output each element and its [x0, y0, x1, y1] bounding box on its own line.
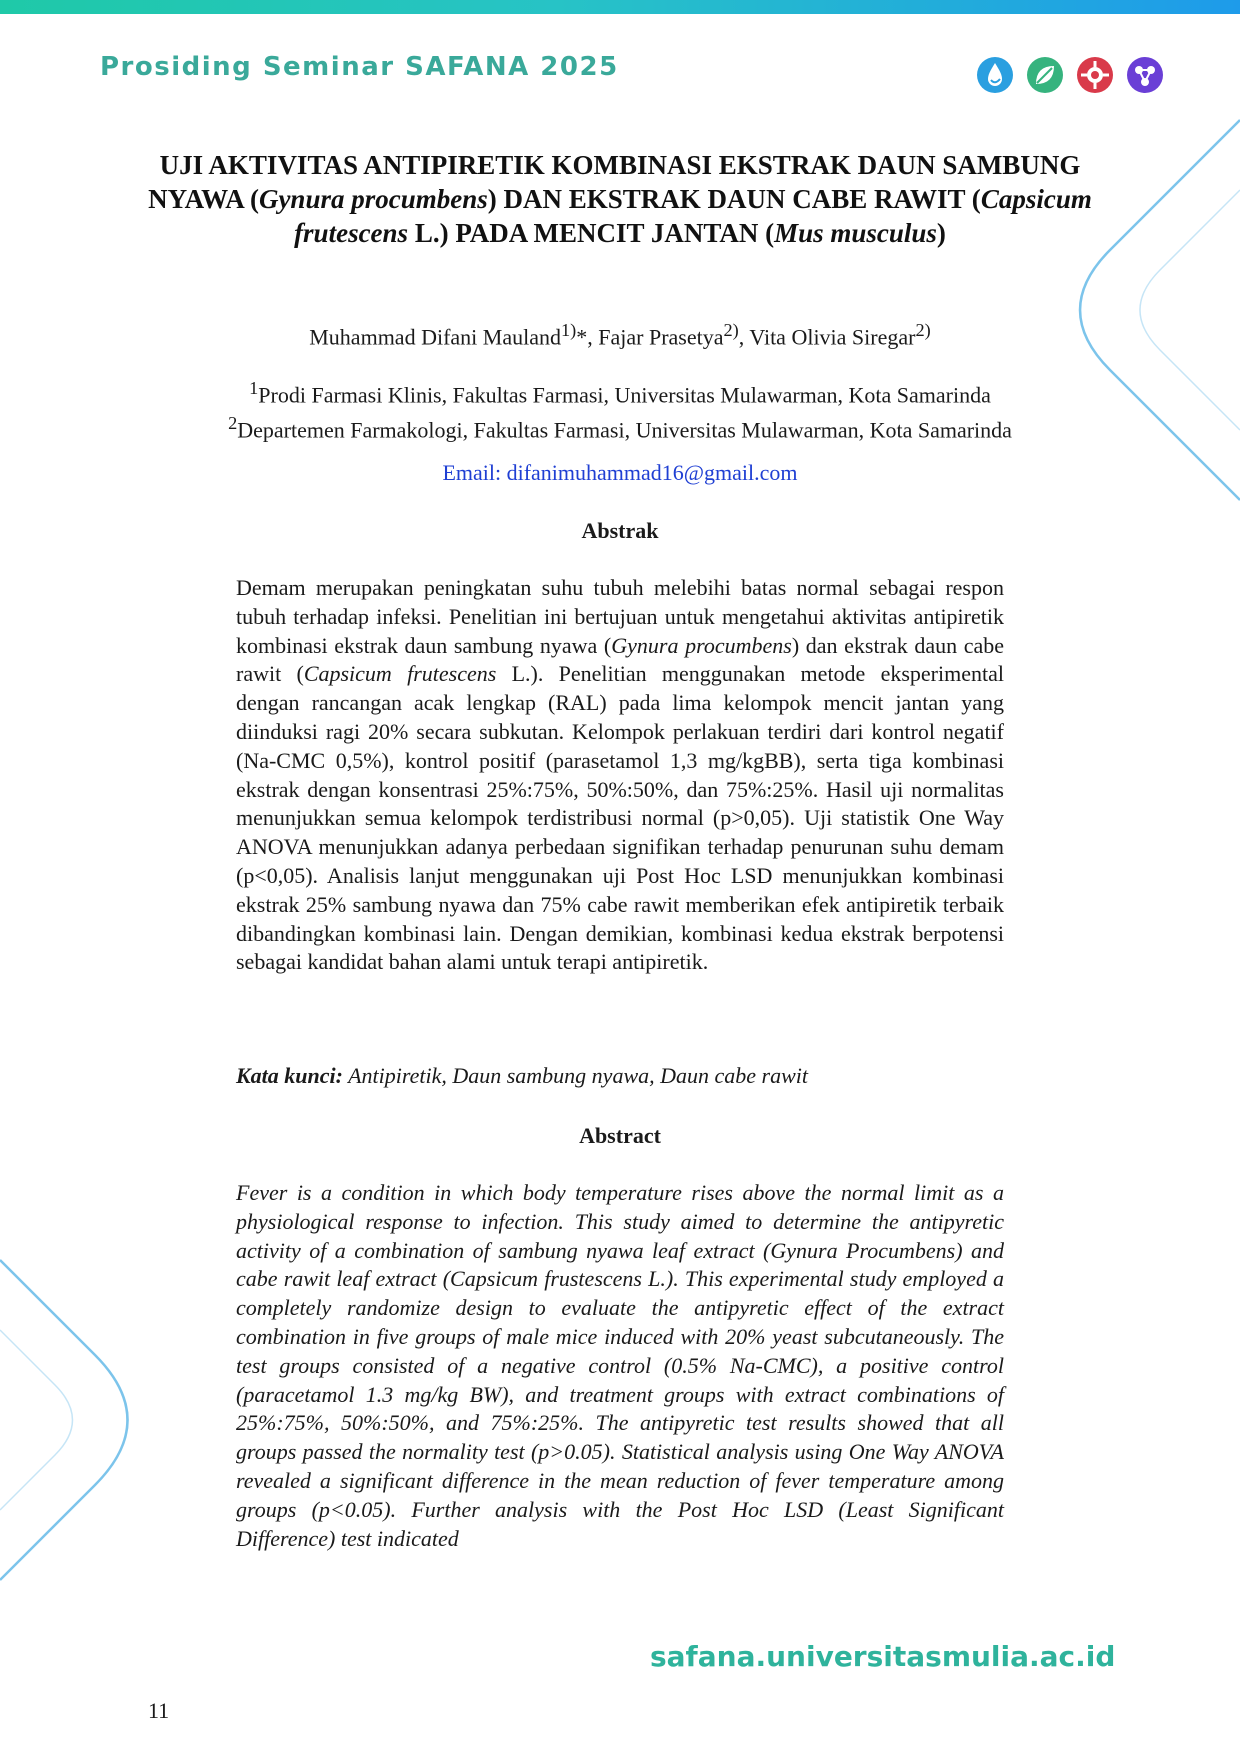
author-affiliation-mark: 1) [560, 320, 577, 340]
keywords [236, 1063, 1004, 1089]
top-gradient-bar [0, 0, 1240, 14]
partner-logos [976, 56, 1164, 94]
author-name: Fajar Prasetya [598, 324, 724, 350]
water-drop-icon [976, 56, 1014, 94]
keywords-text: Antipiretik, Daun sambung nyawa, Daun cabe rawit [342, 1063, 808, 1088]
affiliation-1: $^1$Prodi Farmasi Klinis, Fakultas Farmasi, Universitas Mulawarman, Kota Samarinda [249, 378, 991, 408]
author-name: Muhammad Difani Mauland [309, 324, 561, 350]
abstract-body: Fever is a condition in which body temperature rises above the normal limit as a physiological response to infection. This study aimed to determine the antipyretic activity of a combination of sambung nyawa leaf extract (Gynura Procumbens) and cabe rawit leaf extract (Capsicum frustescens L.). This experimental study employed a completely randomize design to evaluate the antipyretic effect of the extract combination in five groups of male mice induced with 20% yeast subcutaneously. The test groups consisted of a negative control (0.5% Na-CMC), a positive control (paracetamol 1.3 mg/kg BW), and treatment groups with extract combinations of 25%:75%, 50%:50%, and 75%:25%. The antipyretic test results showed that all groups passed the normality test (p>0.05). Statistical analysis using One Way ANOVA revealed a significant difference in the mean reduction of fever temperature among groups (p<0.05). Further analysis with the Post Hoc LSD (Least Significant Difference) test indicated [236, 1180, 1004, 1551]
left-curve-outer [0, 1260, 128, 1580]
abstrak-body: Demam merupakan peningkatan suhu tubuh melebihi batas normal sebagai respon tubuh terhadap infeksi. Penelitian ini bertujuan untuk mengetahui aktivitas antipiretik kombinasi ekstrak daun sambung nyawa (Gynura procumbens) dan ekstrak daun cabe rawit (Capsicum frutescens L.). Penelitian menggunakan metode eksperimental dengan rancangan acak lengkap (RAL) pada lima kelompok mencit jantan yang diinduksi ragi 20% secara subkutan. Kelompok perlakuan terdiri dari kontrol negatif (Na-CMC 0,5%), kontrol positif (parasetamol 1,3 mg/kgBB), serta tiga kombinasi ekstrak dengan konsentrasi 25%:75%, 50%:50%, dan 75%:25%. Hasil uji normalitas menunjukkan semua kelompok terdistribusi normal (p>0,05). Uji statistik One Way ANOVA menunjukkan adanya perbedaan signifikan terhadap penurunan suhu demam (p<0,05). Analisis lanjut menggunakan uji Post Hoc LSD menunjukkan kombinasi ekstrak 25% sambung nyawa dan 75% cabe rawit memberikan efek antipiretik terbaik dibandingkan kombinasi lain. Dengan demikian, kombinasi kedua ekstrak berpotensi sebagai kandidat bahan alami untuk terapi antipiretik. [236, 575, 1005, 975]
footer-website-link[interactable]: safana.universitasmulia.ac.id [650, 1640, 1116, 1673]
author-name: Vita Olivia Siregar [749, 324, 916, 350]
molecule-icon [1126, 56, 1164, 94]
right-curve-inner [1140, 190, 1240, 430]
author-affiliation-mark: 2) [915, 320, 931, 340]
left-curve-inner [0, 1330, 73, 1510]
journal-title: Prosiding Seminar SAFANA 2025 [100, 52, 619, 82]
abstrak-heading: Abstrak [581, 518, 659, 543]
keywords-label: Kata kunci: [236, 1063, 343, 1088]
author-affiliation-mark: 2) [723, 320, 739, 340]
affiliation-2: $^2$Departemen Farmakologi, Fakultas Farmasi, Universitas Mulawarman, Kota Samarinda [228, 413, 1012, 443]
flower-icon [1076, 56, 1114, 94]
paper-title: UJI AKTIVITAS ANTIPIRETIK KOMBINASI EKSTRAK DAUN SAMBUNG NYAWA (Gynura procumbens) DAN EKSTRAK DAUN CABE RAWIT (Capsicum frutescens L.) PADA MENCIT JANTAN (Mus musculus) [148, 150, 1092, 248]
leaf-icon [1026, 56, 1064, 94]
abstract-heading: Abstract [579, 1123, 661, 1148]
affiliations [110, 374, 1130, 445]
author-list: Muhammad Difani Mauland$^{1)}$*, Fajar Prasetya$^{2)}$, Vita Olivia Siregar$^{2)}$ [309, 320, 931, 350]
page-number: 11 [148, 1698, 170, 1723]
corresponding-email[interactable]: Email: difanimuhammad16@gmail.com [442, 460, 798, 485]
